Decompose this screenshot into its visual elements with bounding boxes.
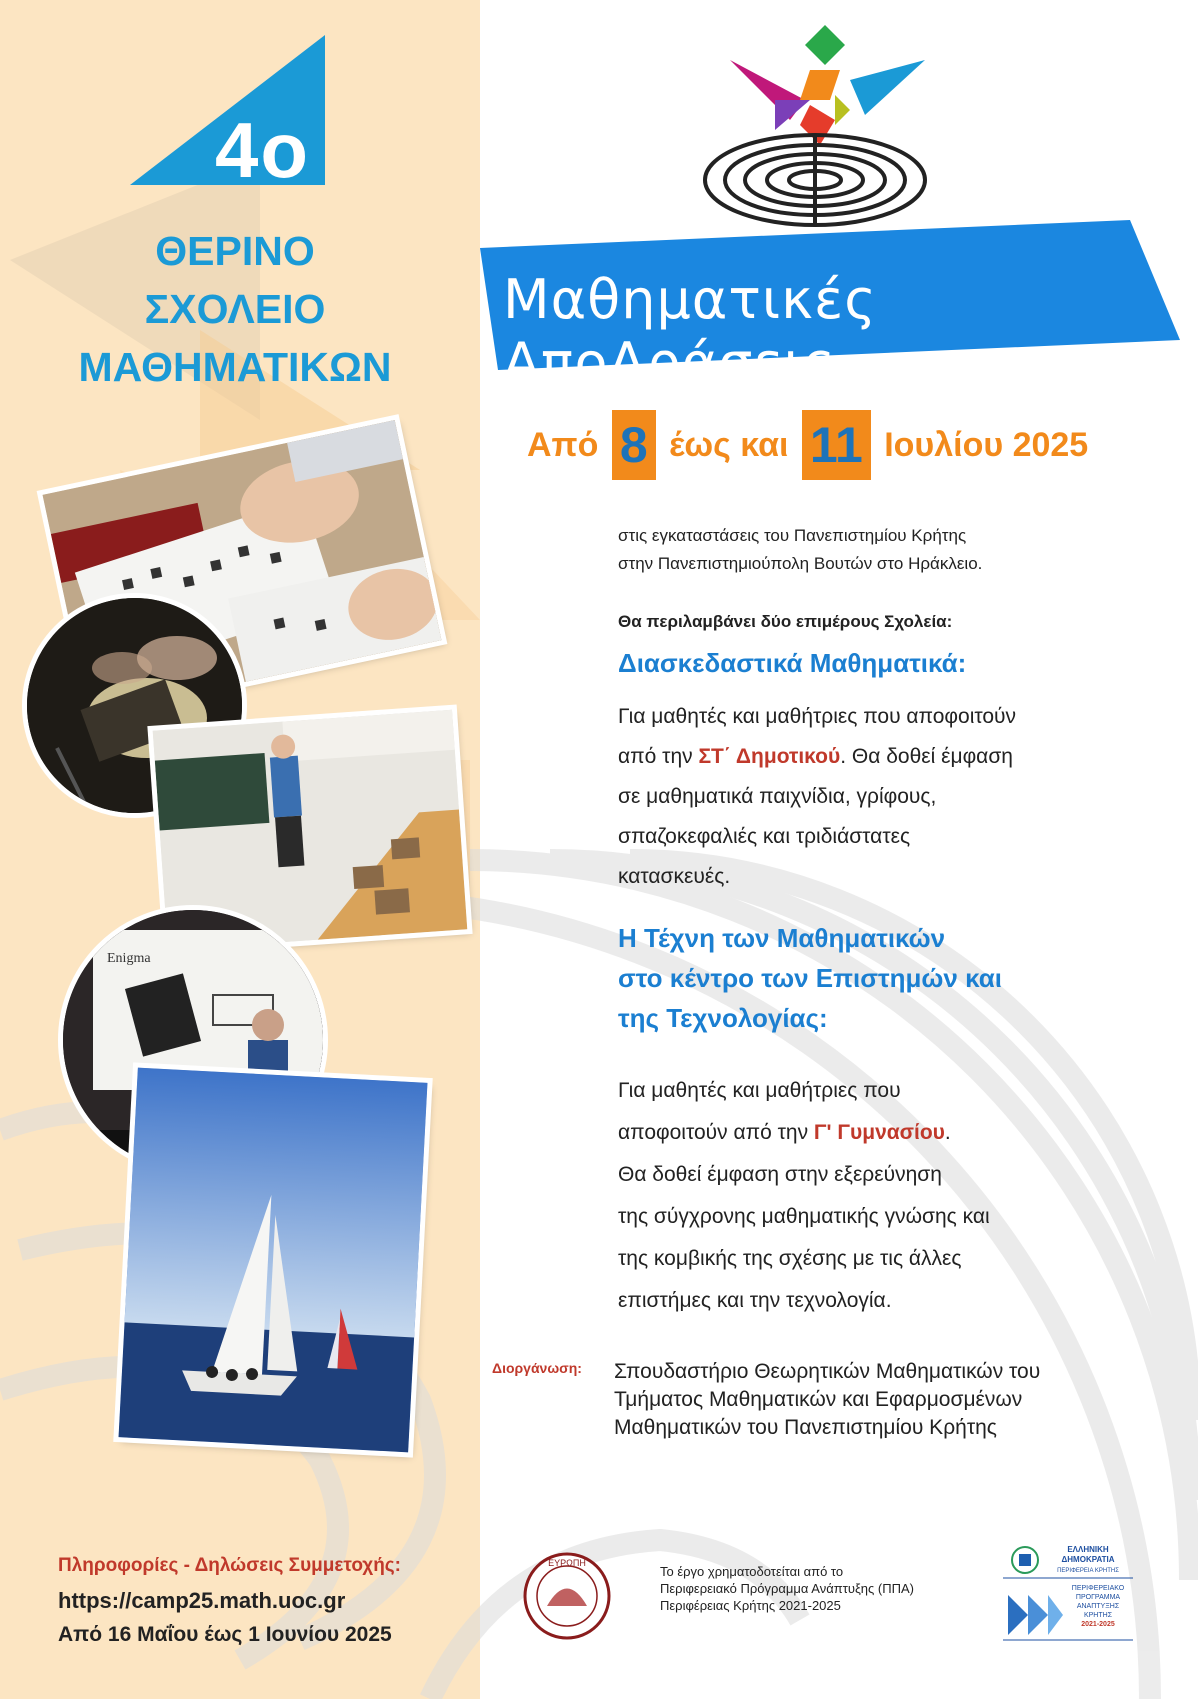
section1-title: Διασκεδαστικά Μαθηματικά: — [618, 648, 967, 678]
section2-title-line-3: της Τεχνολογίας: — [618, 1003, 828, 1033]
section2-line-2-pre: αποφοιτούν από την — [618, 1121, 814, 1144]
dates-middle: έως και — [669, 425, 789, 464]
section2-title-line-2: στο κέντρο των Επιστημών και — [618, 963, 1002, 993]
dates-prefix: Από — [527, 425, 599, 464]
info-title: Πληροφορίες - Δηλώσεις Συμμετοχής: — [58, 1555, 402, 1576]
section1-line-3: σε μαθηματικά παιχνίδια, γρίφους, — [618, 785, 937, 808]
eu-seal-text: ΕΥΡΩΠΗ — [548, 1558, 586, 1568]
includes-heading: Θα περιλαμβάνει δύο επιμέρους Σχολεία: — [618, 612, 953, 631]
start-day-badge: 8 — [612, 410, 656, 480]
school-title-line-1: ΘΕΡΙΝΟ — [155, 228, 315, 274]
section2-line-1: Για μαθητές και μαθήτριες που — [618, 1079, 901, 1102]
section2-line-2-post: . — [944, 1121, 951, 1144]
greek-line-8: 2021-2025 — [1081, 1621, 1115, 1628]
section1-line-5: κατασκευές. — [618, 865, 731, 888]
section2-line-6: επιστήμες και την τεχνολογία. — [618, 1289, 892, 1312]
venue — [618, 522, 982, 578]
organizer-line-2: Τμήματος Μαθηματικών και Εφαρμοσμένων — [614, 1388, 1023, 1411]
section2-line-3: Θα δοθεί έμφαση στην εξερεύνηση — [618, 1163, 942, 1186]
organizer-line-1: Σπουδαστήριο Θεωρητικών Μαθηματικών του — [614, 1360, 1041, 1383]
greek-line-2: ΔΗΜΟΚΡΑΤΙΑ — [1061, 1555, 1115, 1564]
greek-line-5: ΠΡΟΓΡΑΜΜΑ — [1075, 1594, 1121, 1601]
section2-line-2 — [618, 1112, 1138, 1154]
europe-seal-logo — [522, 1551, 612, 1641]
organizer-label: Διοργάνωση: — [492, 1360, 582, 1376]
greek-line-3: ΠΕΡΙΦΕΡΕΙΑ ΚΡΗΤΗΣ — [1057, 1568, 1119, 1574]
banner-title: Μαθηματικές ΑποΔράσεις — [503, 268, 877, 394]
funding-line-3: Περιφέρειας Κρήτης 2021-2025 — [660, 1598, 841, 1613]
event-dates — [527, 410, 1088, 480]
section2-grade: Γ' Γυμνασίου — [813, 1121, 945, 1144]
greek-line-4: ΠΕΡΙΦΕΡΕΙΑΚΟ — [1071, 1585, 1125, 1592]
dates-suffix: Ιουλίου 2025 — [884, 425, 1089, 464]
section1-body — [618, 697, 1138, 897]
school-title-line-3: ΜΑΘΗΜΑΤΙΚΩΝ — [78, 344, 392, 390]
photo-sailing-art — [119, 1068, 428, 1453]
greek-line-1: ΕΛΛΗΝΙΚΗ — [1067, 1545, 1109, 1554]
venue-line-2: στην Πανεπιστημιούπολη Βουτών στο Ηράκλειο. — [618, 554, 983, 573]
greek-line-6: ΑΝΑΠΤΥΞΗΣ — [1076, 1603, 1120, 1610]
enigma-slide-title: Enigma — [107, 951, 151, 966]
organizer-line-3: Μαθηματικών του Πανεπιστημίου Κρήτης — [614, 1416, 997, 1439]
section2-title — [618, 918, 1098, 1038]
photo-sailing — [119, 1068, 428, 1453]
section1-line-2-pre: από την — [618, 745, 699, 768]
info-url-link[interactable]: https://camp25.math.uoc.gr — [58, 1588, 346, 1613]
section1-grade: ΣΤ΄ Δημοτικού — [698, 745, 841, 768]
region-crete-program-logo — [1003, 1540, 1133, 1660]
section2-body — [618, 1070, 1138, 1322]
edition-number: 4ο — [215, 106, 311, 194]
tangram-labyrinth-logo — [690, 25, 960, 230]
section1-line-2-post: . Θα δοθεί έμφαση — [840, 745, 1013, 768]
section1-line-4: σπαζοκεφαλιές και τριδιάστατες — [618, 825, 911, 848]
end-day-badge: 11 — [802, 410, 871, 480]
venue-line-1: στις εγκαταστάσεις του Πανεπιστημίου Κρήτης — [618, 526, 967, 545]
funding-line-2: Περιφερειακό Πρόγραμμα Ανάπτυξης (ΠΠΑ) — [660, 1581, 914, 1596]
section1-line-2 — [618, 737, 1138, 777]
info-registration-dates: Από 16 Μαΐου έως 1 Ιουνίου 2025 — [58, 1623, 392, 1646]
section2-line-5: της κομβικής της σχέσης με τις άλλες — [618, 1247, 962, 1270]
funding-line-1: Το έργο χρηματοδοτείται από το — [660, 1564, 844, 1579]
section1-line-1: Για μαθητές και μαθήτριες που αποφοιτούν — [618, 705, 1017, 728]
section2-title-line-1: Η Τέχνη των Μαθηματικών — [618, 923, 946, 953]
greek-line-7: ΚΡΗΤΗΣ — [1083, 1612, 1113, 1619]
funding-note — [660, 1563, 914, 1614]
school-title-line-2: ΣΧΟΛΕΙΟ — [144, 286, 326, 332]
section2-line-4: της σύγχρονης μαθηματικής γνώσης και — [618, 1205, 990, 1228]
organizer-text — [614, 1358, 1174, 1442]
